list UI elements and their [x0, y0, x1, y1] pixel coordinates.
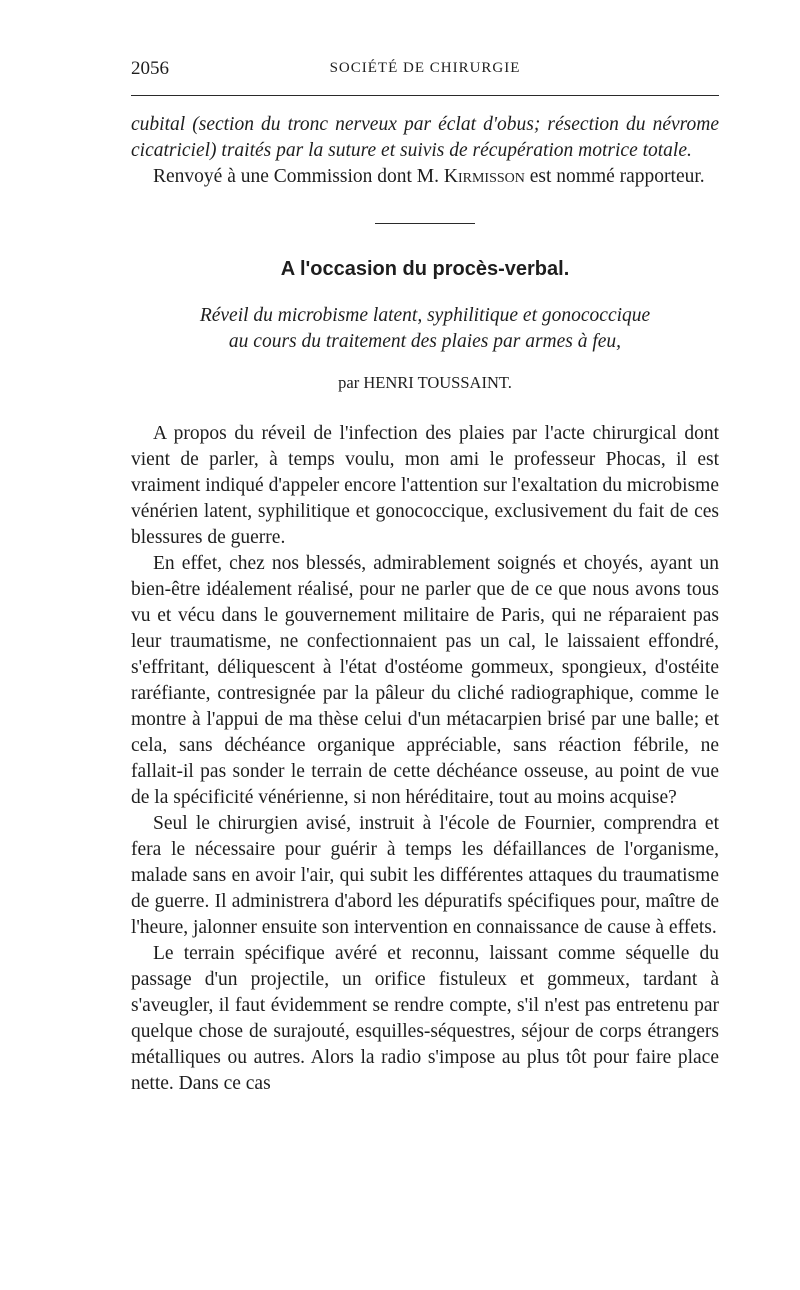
running-title: SOCIÉTÉ DE CHIRURGIE [329, 60, 521, 76]
article-title-line-2: au cours du traitement des plaies par armes à feu, [228, 331, 622, 352]
article-text [131, 421, 719, 1097]
document-page [131, 0, 719, 1290]
paragraph-2: En effet, chez nos blessés, admirablement soignés et choyés, ayant un bien-être idéalement réalisé, pour ne parler que de ce que nous avons tous vu et vécu dans le gouvernement militaire de Paris, qui ne réparaient pas leur traumatisme, ne confectionnaient pas un cal, le laissaient effondré, s'effritant, déliquescent à l'état d'ostéome gommeux, spongieux, d'ostéite raréfiante, contresignée par la pâleur du cliché radiographique, comme le montre à l'appui de ma thèse celui d'un métacarpien brisé par une balle; et cela, sans déchéance organique appréciable, sans réaction fébrile, ne fallait-il pas sonder le terrain de cette déchéance osseuse, au point de vue de la spécificité vénérienne, si non héréditaire, tout au moins acquise? [131, 553, 719, 808]
referral-text: Renvoyé à une Commission dont M. [153, 166, 444, 187]
running-header [131, 58, 719, 86]
section-divider [375, 223, 475, 224]
article-title [131, 303, 719, 355]
author-byline: par HENRI TOUSSAINT. [338, 373, 512, 392]
commission-referral [131, 164, 719, 190]
article-title-line-1: Réveil du microbisme latent, syphilitique et gonococcique [199, 305, 651, 326]
paragraph-3: Seul le chirurgien avisé, instruit à l'école de Fournier, comprendra et fera le nécessaire pour guérir à temps les défaillances de l'organisme, malade sans en avoir l'air, qui subit les différentes attaques du traumatisme de guerre. Il administrera d'abord les dépuratifs spécifiques pour, maître de l'heure, jalonner ensuite son intervention en connaissance de cause à effets. [131, 813, 719, 938]
page-number: 2056 [131, 58, 169, 79]
header-rule [131, 95, 719, 96]
previous-item-title: cubital (section du tronc nerveux par éclat d'obus; résection du névrome cicatriciel) traités par la suture et suivis de récupération motrice totale. [131, 114, 719, 161]
paragraph-4: Le terrain spécifique avéré et reconnu, laissant comme séquelle du passage d'un projectile, un orifice fistuleux et gommeux, tardant à s'aveugler, il faut évidemment se rendre compte, s'il n'est pas entretenu par quelque chose de surajouté, esquilles-séquestres, séjour de corps étrangers métalliques ou autres. Alors la radio s'impose au plus tôt pour faire place nette. Dans ce cas [131, 943, 719, 1094]
section-heading: A l'occasion du procès-verbal. [280, 258, 570, 280]
paragraph-1: A propos du réveil de l'infection des plaies par l'acte chirurgical dont vient de parler, à temps voulu, mon ami le professeur Phocas, il est vraiment indiqué d'appeler encore l'attention sur l'exaltation du microbisme vénérien latent, syphilitique et gonococcique, exclusivement du fait de ces blessures de guerre. [131, 423, 719, 548]
page-body [131, 112, 719, 1097]
referral-text-end: est nommé rapporteur. [524, 166, 705, 187]
rapporteur-name: Kirmisson [443, 166, 525, 187]
